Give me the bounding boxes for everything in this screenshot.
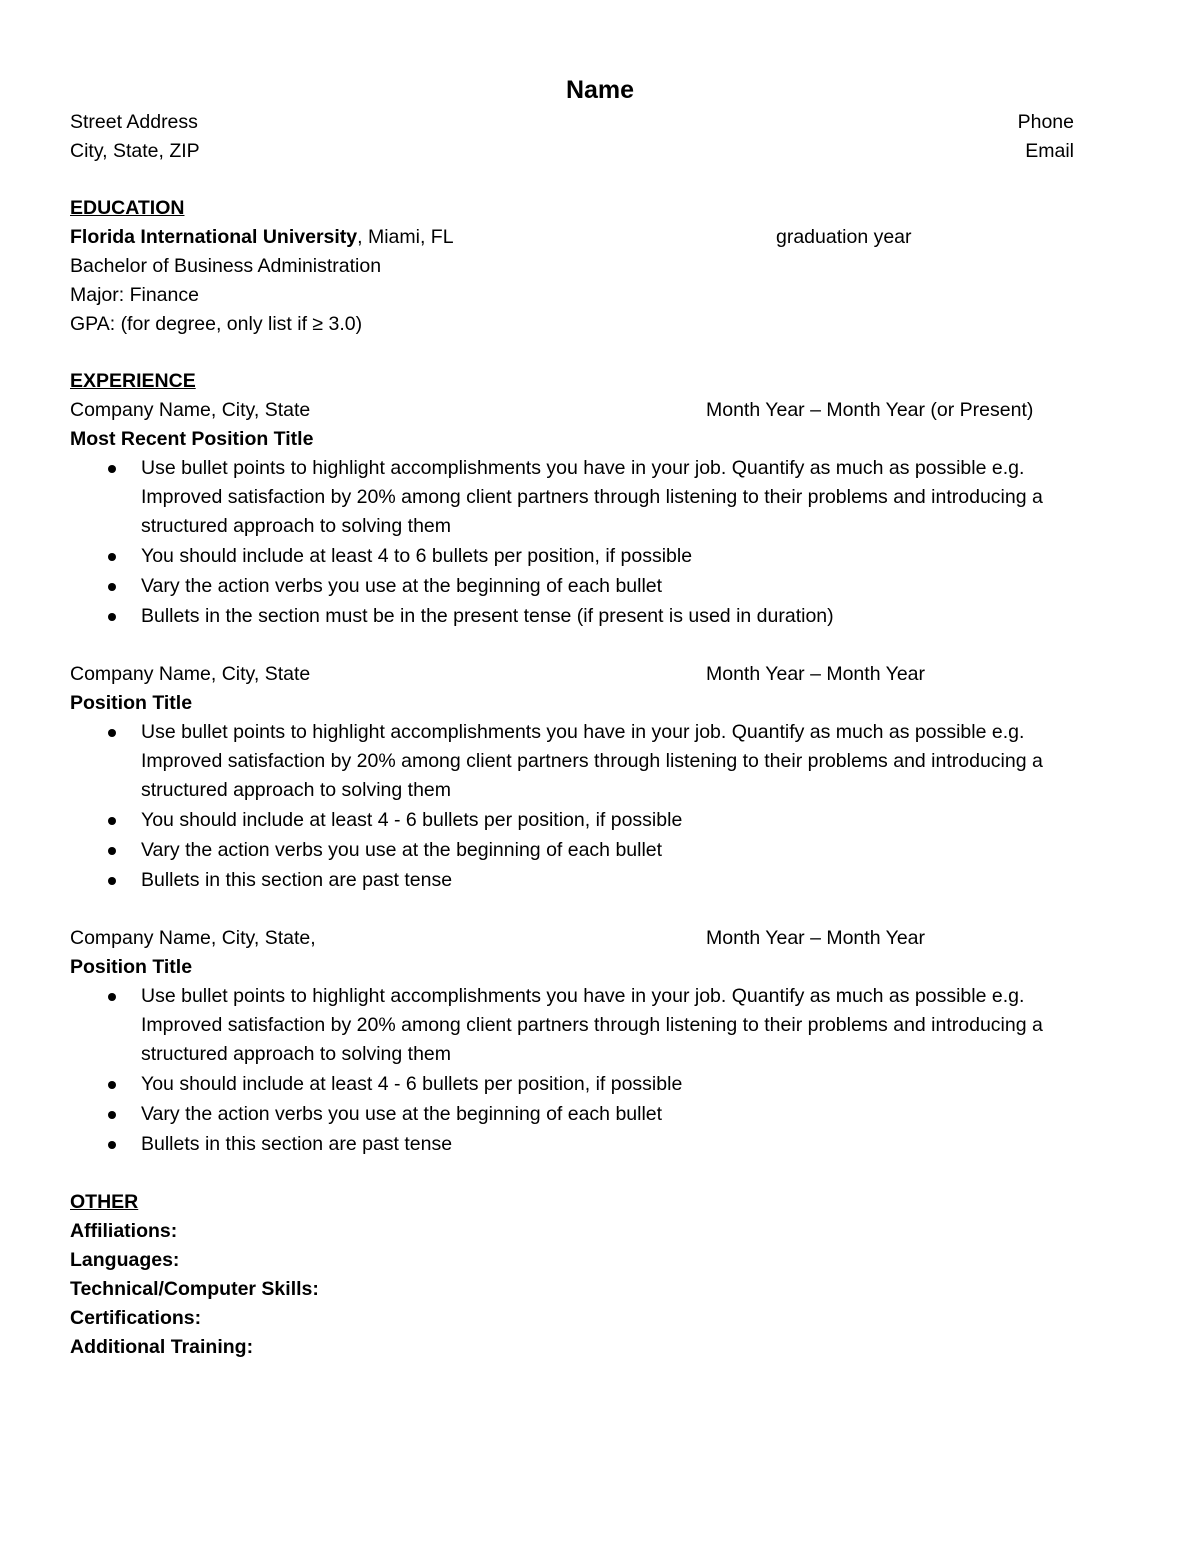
- education-school-row: [70, 223, 1130, 252]
- bullet-icon: [108, 817, 116, 825]
- spacer: [70, 632, 1130, 660]
- other-additional-training: Additional Training:: [70, 1336, 254, 1358]
- bullet-icon: [108, 1081, 116, 1089]
- city-state-zip: City, State, ZIP: [70, 140, 200, 162]
- other-languages: Languages:: [70, 1249, 180, 1271]
- company-name: Company Name, City, State,: [70, 927, 316, 949]
- bullet-icon: [108, 613, 116, 621]
- bullet-item: [70, 572, 1060, 601]
- bullet-icon: [108, 847, 116, 855]
- other-affiliations: Affiliations:: [70, 1220, 178, 1242]
- experience-heading: EXPERIENCE: [70, 370, 196, 392]
- graduation-year: graduation year: [776, 226, 912, 248]
- bullet-icon: [108, 583, 116, 591]
- bullet-icon: [108, 465, 116, 473]
- bullet-item: [70, 866, 1060, 895]
- bullet-icon: [108, 1111, 116, 1119]
- street-address: Street Address: [70, 111, 198, 133]
- job-bullet-list: [70, 718, 1130, 895]
- bullet-icon: [108, 877, 116, 885]
- bullet-text: Use bullet points to highlight accomplishments you have in your job. Quantify as much as possible e.g. Improved satisfaction by 20% among client partners through listening to their problems and introducing a structured approach to solving them: [141, 985, 1043, 1065]
- school-name: Florida International University: [70, 226, 358, 248]
- bullet-text: Use bullet points to highlight accomplishments you have in your job. Quantify as much as possible e.g. Improved satisfaction by 20% among client partners through listening to their problems and introducing a structured approach to solving them: [141, 721, 1043, 801]
- education-heading: EDUCATION: [70, 197, 185, 219]
- position-title: Position Title: [70, 692, 193, 714]
- job-dates: Month Year – Month Year (or Present): [706, 399, 1034, 421]
- bullet-icon: [108, 1141, 116, 1149]
- job-dates: Month Year – Month Year: [706, 927, 926, 949]
- bullet-item: [70, 1100, 1060, 1129]
- contact-row-2: [70, 137, 1130, 166]
- job-header-row: [70, 924, 1130, 953]
- bullet-text: Bullets in this section are past tense: [141, 1133, 453, 1155]
- bullet-text: You should include at least 4 - 6 bullets per position, if possible: [141, 1073, 683, 1095]
- bullet-text: Bullets in this section are past tense: [141, 869, 453, 891]
- other-heading: OTHER: [70, 1191, 139, 1213]
- bullet-icon: [108, 993, 116, 1001]
- bullet-item: [70, 806, 1060, 835]
- job-dates: Month Year – Month Year: [706, 663, 926, 685]
- spacer: [70, 1160, 1130, 1188]
- other-certifications: Certifications:: [70, 1307, 202, 1329]
- bullet-text: You should include at least 4 - 6 bullets per position, if possible: [141, 809, 683, 831]
- job-bullet-list: [70, 454, 1130, 631]
- bullet-item: [70, 602, 1060, 631]
- gpa: GPA: (for degree, only list if ≥ 3.0): [70, 313, 363, 335]
- email: Email: [1025, 140, 1074, 162]
- bullet-item: [70, 1130, 1060, 1159]
- bullet-item: [70, 836, 1060, 865]
- degree: Bachelor of Business Administration: [70, 255, 382, 277]
- resume-page: [70, 74, 1130, 1362]
- bullet-text: You should include at least 4 to 6 bullets per position, if possible: [141, 545, 693, 567]
- company-name: Company Name, City, State: [70, 663, 311, 685]
- bullet-text: Vary the action verbs you use at the beginning of each bullet: [141, 575, 663, 597]
- bullet-icon: [108, 729, 116, 737]
- bullet-text: Vary the action verbs you use at the beginning of each bullet: [141, 1103, 663, 1125]
- bullet-item: [70, 982, 1060, 1069]
- spacer: [70, 339, 1130, 367]
- bullet-item: [70, 718, 1060, 805]
- contact-row-1: [70, 108, 1130, 137]
- company-name: Company Name, City, State: [70, 399, 311, 421]
- job-header-row: [70, 660, 1130, 689]
- bullet-item: [70, 1070, 1060, 1099]
- position-title: Most Recent Position Title: [70, 428, 314, 450]
- position-title: Position Title: [70, 956, 193, 978]
- phone: Phone: [1017, 111, 1074, 133]
- bullet-icon: [108, 553, 116, 561]
- bullet-text: Vary the action verbs you use at the beginning of each bullet: [141, 839, 663, 861]
- spacer: [70, 166, 1130, 194]
- major: Major: Finance: [70, 284, 199, 306]
- bullet-text: Use bullet points to highlight accomplishments you have in your job. Quantify as much as possible e.g. Improved satisfaction by 20% among client partners through listening to their problems and introducing a structured approach to solving them: [141, 457, 1043, 537]
- job-header-row: [70, 396, 1130, 425]
- other-technical-skills: Technical/Computer Skills:: [70, 1278, 319, 1300]
- job-bullet-list: [70, 982, 1130, 1159]
- resume-name: Name: [565, 76, 635, 104]
- bullet-text: Bullets in the section must be in the present tense (if present is used in duration): [141, 605, 834, 627]
- spacer: [70, 896, 1130, 924]
- bullet-item: [70, 542, 1060, 571]
- school-location: , Miami, FL: [357, 226, 454, 248]
- bullet-item: [70, 454, 1060, 541]
